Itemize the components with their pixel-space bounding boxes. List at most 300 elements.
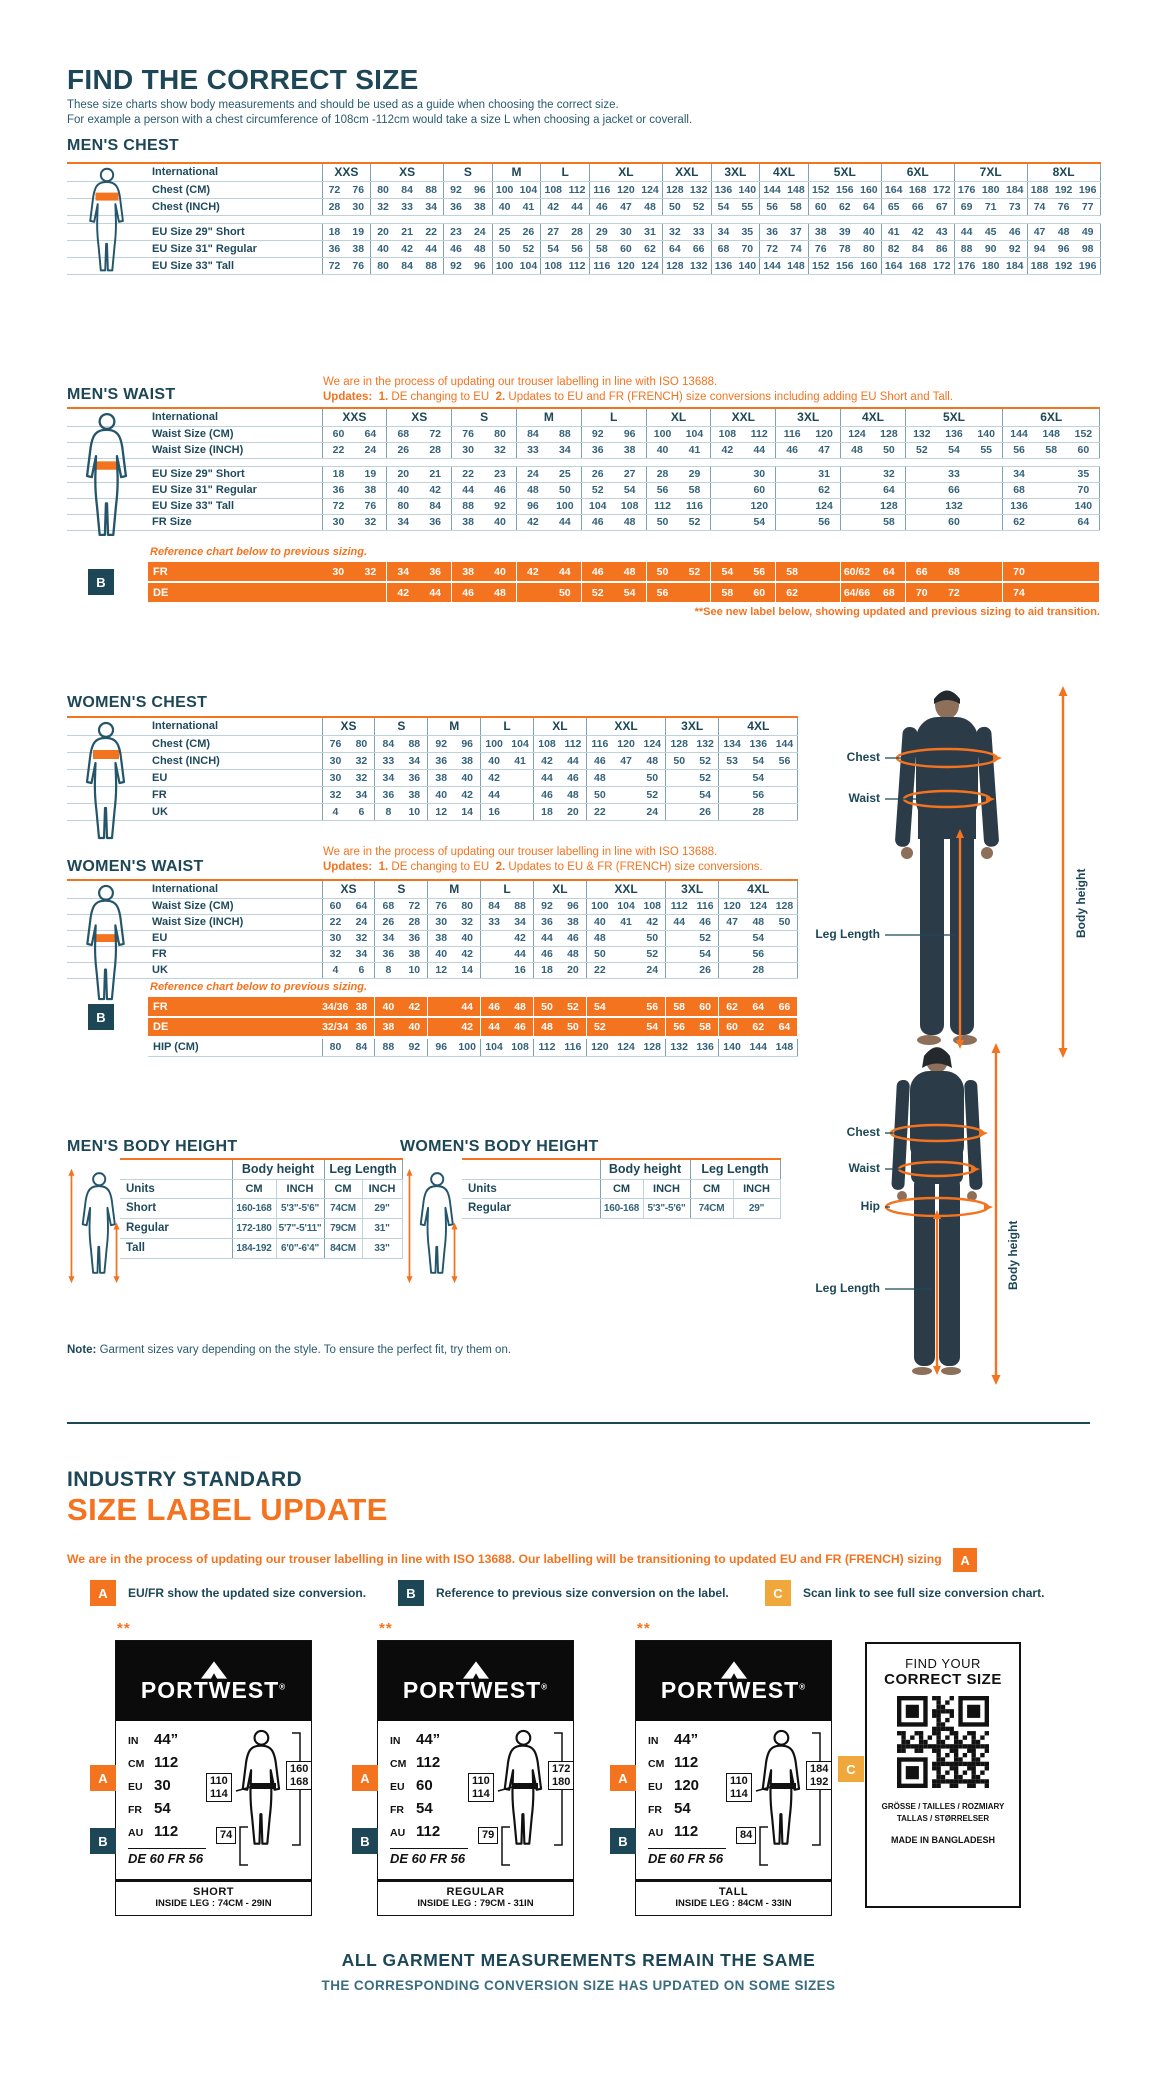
size-value-cell: 132: [692, 735, 718, 752]
size-value-cell: [772, 930, 798, 946]
size-value-cell: 4: [322, 962, 348, 978]
body-height-value: 172-180: [232, 1218, 276, 1238]
size-label-update-intro: We are in the process of updating our trouser labelling in line with ISO 13688. Our labelling will be transitioning to updated EU and FR (FRENCH) sizing A: [67, 1548, 1077, 1572]
measurement-system: AU: [128, 1827, 144, 1839]
size-value-cell: 136: [711, 181, 735, 198]
size-value-cell: 116: [589, 257, 613, 274]
size-value-cell: 40: [387, 482, 419, 498]
size-value-cell: 58: [589, 240, 613, 257]
size-group-header: 3XL: [666, 880, 719, 898]
size-value-cell: 30: [452, 442, 484, 458]
card-fit-footer: [378, 1879, 573, 1915]
size-value-cell: 108: [541, 181, 565, 198]
womens-waist-figure-icon: [75, 884, 137, 1002]
size-value-cell: 33: [395, 198, 419, 215]
size-group-header: L: [481, 880, 534, 898]
size-system-header: International: [148, 408, 322, 426]
size-value-cell: 33: [938, 466, 970, 482]
size-row: [67, 482, 1100, 498]
size-value-cell: 43: [930, 223, 954, 240]
reference-value-cell: 70: [905, 582, 937, 602]
size-value-cell: 58: [873, 514, 905, 530]
legend-text-a: EU/FR show the updated size conversion.: [128, 1586, 367, 1600]
size-value-cell: [776, 482, 808, 498]
qr-card: [865, 1642, 1021, 1908]
size-value-cell: [841, 482, 873, 498]
size-value-cell: 48: [560, 786, 586, 803]
reference-value-cell: 56: [743, 562, 775, 582]
reference-value-cell: 68: [938, 562, 970, 582]
body-height-value: 160-168: [600, 1198, 643, 1218]
leg-length-group: Leg Length: [324, 1159, 402, 1179]
reference-value-cell: 116: [560, 1037, 586, 1056]
body-height-value: 31": [362, 1218, 402, 1238]
reference-table: [148, 562, 1100, 602]
units-row: [462, 1179, 780, 1198]
size-value-cell: 88: [419, 181, 443, 198]
size-value-cell: 76: [428, 898, 454, 914]
size-value-cell: 46: [581, 514, 613, 530]
size-value-cell: 100: [492, 181, 516, 198]
size-value-cell: [613, 769, 639, 786]
size-value-cell: 136: [1003, 498, 1035, 514]
size-value-cell: 69: [954, 198, 978, 215]
size-value-cell: 54: [743, 514, 775, 530]
size-value-cell: 74: [784, 240, 808, 257]
size-value-cell: 22: [419, 223, 443, 240]
mens-body-height-figure-icon: [68, 1162, 120, 1290]
size-group-header: L: [581, 408, 646, 426]
size-value-cell: [1035, 482, 1067, 498]
unit-header: CM: [600, 1179, 643, 1198]
size-value-cell: [719, 769, 745, 786]
measurement-row: [128, 1823, 206, 1846]
size-value-cell: 128: [662, 181, 686, 198]
size-value-cell: 134: [719, 735, 745, 752]
measurement-value: 60: [416, 1777, 433, 1794]
size-value-cell: [711, 498, 743, 514]
size-value-cell: 40: [484, 514, 516, 530]
size-row: [67, 257, 1100, 274]
size-value-cell: 96: [516, 498, 548, 514]
size-row-label: EU Size 31" Regular: [148, 482, 322, 498]
card-figure: [206, 1725, 318, 1877]
reference-value-cell: 104: [481, 1037, 507, 1056]
size-value-cell: 44: [666, 914, 692, 930]
size-value-cell: 36: [375, 786, 401, 803]
reference-value-cell: 64: [873, 562, 905, 582]
unit-header: INCH: [276, 1179, 324, 1198]
size-value-cell: [613, 786, 639, 803]
size-table: [67, 162, 1101, 275]
size-value-cell: [666, 803, 692, 820]
reference-row: [148, 562, 1100, 582]
size-value-cell: 40: [481, 752, 507, 769]
reference-value-cell: 60: [743, 582, 775, 602]
size-value-cell: 20: [387, 466, 419, 482]
size-value-cell: 98: [1076, 240, 1100, 257]
size-value-cell: 112: [565, 257, 589, 274]
size-value-cell: 120: [614, 257, 638, 274]
womens-chest-figure-icon: [75, 721, 137, 841]
size-value-cell: 128: [772, 898, 798, 914]
reference-value-cell: 48: [507, 997, 533, 1017]
size-group-header: 3XL: [711, 163, 760, 181]
size-value-cell: 50: [666, 752, 692, 769]
size-value-cell: [905, 514, 937, 530]
reference-value-cell: 108: [507, 1037, 533, 1056]
portwest-diamond-icon: [721, 1661, 747, 1679]
size-value-cell: [905, 498, 937, 514]
reference-value-cell: 34: [387, 562, 419, 582]
size-group-header: XXL: [662, 163, 711, 181]
card-frame: [635, 1640, 832, 1916]
size-value-cell: [772, 946, 798, 962]
size-value-cell: 30: [346, 198, 370, 215]
body-height-row: [120, 1198, 402, 1218]
reference-value-cell: 120: [586, 1037, 612, 1056]
measurement-system: EU: [648, 1781, 663, 1793]
reference-value-cell: [1035, 582, 1067, 602]
measurement-row: [648, 1777, 726, 1800]
size-value-cell: 172: [930, 181, 954, 198]
size-group-header: XL: [534, 717, 587, 735]
size-value-cell: [1035, 514, 1067, 530]
size-value-cell: 8: [375, 803, 401, 820]
reference-value-cell: [678, 582, 710, 602]
size-value-cell: 56: [745, 946, 771, 962]
size-value-cell: 164: [881, 257, 905, 274]
size-value-cell: 50: [549, 482, 581, 498]
size-value-cell: 76: [354, 498, 386, 514]
size-system-header: International: [148, 880, 322, 898]
body-height-group: Body height: [600, 1159, 690, 1179]
size-value-cell: [711, 466, 743, 482]
reference-value-cell: [428, 1017, 454, 1037]
size-value-cell: 20: [560, 962, 586, 978]
measurement-value: 54: [416, 1800, 433, 1817]
reference-value-cell: 54: [711, 562, 743, 582]
womens-body-height-title: WOMEN'S BODY HEIGHT: [400, 1138, 599, 1155]
size-value-cell: [711, 482, 743, 498]
size-system-header: International: [148, 717, 322, 735]
size-value-cell: 26: [692, 803, 718, 820]
reference-value-cell: 44: [481, 1017, 507, 1037]
size-value-cell: 88: [419, 257, 443, 274]
size-value-cell: 29: [589, 223, 613, 240]
size-value-cell: 50: [772, 914, 798, 930]
size-value-cell: 8: [375, 962, 401, 978]
size-group-header: 8XL: [1027, 163, 1100, 181]
reference-value-cell: 50: [549, 582, 581, 602]
size-value-cell: 44: [481, 786, 507, 803]
registered-mark: ®: [541, 1681, 549, 1691]
size-value-cell: 68: [711, 240, 735, 257]
size-value-cell: 144: [772, 735, 798, 752]
size-value-cell: 64: [662, 240, 686, 257]
size-value-cell: 84: [481, 898, 507, 914]
size-row-label: Chest (CM): [148, 181, 322, 198]
size-value-cell: 48: [841, 442, 873, 458]
reference-value-cell: 46: [507, 1017, 533, 1037]
measurement-value: 112: [416, 1754, 441, 1771]
size-group-header: L: [541, 163, 590, 181]
size-value-cell: 108: [534, 735, 560, 752]
size-value-cell: 48: [586, 769, 612, 786]
woman-chest-label: Chest: [846, 1125, 880, 1139]
size-row: [67, 769, 798, 786]
size-row-label: Waist Size (INCH): [148, 914, 322, 930]
size-value-cell: 36: [534, 914, 560, 930]
size-value-cell: 72: [322, 257, 346, 274]
size-label-card: [98, 1620, 312, 1916]
size-row: [67, 426, 1100, 442]
measurement-value: 54: [674, 1800, 691, 1817]
size-value-cell: 66: [687, 240, 711, 257]
size-value-cell: 94: [1027, 240, 1051, 257]
size-value-cell: 41: [517, 198, 541, 215]
size-row: [67, 514, 1100, 530]
size-value-cell: 58: [679, 482, 711, 498]
page-subtitle-1: These size charts show body measurements and should be used as a guide when choosing the correct size.: [67, 99, 619, 111]
reference-value-cell: 40: [401, 1017, 427, 1037]
size-value-cell: 52: [905, 442, 937, 458]
size-value-cell: 23: [444, 223, 468, 240]
size-value-cell: 156: [833, 257, 857, 274]
portwest-diamond-icon: [201, 1661, 227, 1679]
woman-hip-label: Hip: [860, 1199, 880, 1213]
size-group-header: XS: [322, 717, 375, 735]
previous-size-label: DE 60 FR 56: [128, 1851, 204, 1866]
size-value-cell: 40: [492, 198, 516, 215]
size-value-cell: 36: [322, 240, 346, 257]
reference-value-cell: 50: [646, 562, 678, 582]
unit-header: CM: [324, 1179, 362, 1198]
size-value-cell: 48: [745, 914, 771, 930]
size-value-cell: 34: [348, 946, 374, 962]
size-value-cell: 92: [581, 426, 613, 442]
size-value-cell: 10: [401, 803, 427, 820]
size-value-cell: 124: [639, 735, 665, 752]
size-value-cell: 77: [1076, 198, 1100, 215]
size-value-cell: 44: [419, 240, 443, 257]
qr-code: [897, 1696, 989, 1788]
size-value-cell: 47: [613, 752, 639, 769]
size-value-cell: 30: [428, 914, 454, 930]
size-value-cell: 68: [387, 426, 419, 442]
size-row-label: EU Size 29" Short: [148, 223, 322, 240]
size-value-cell: 108: [541, 257, 565, 274]
size-value-cell: 46: [560, 769, 586, 786]
reference-value-cell: 46: [581, 562, 613, 582]
size-value-cell: 46: [1003, 223, 1027, 240]
reference-value-cell: [516, 582, 548, 602]
size-group-header: M: [428, 717, 481, 735]
size-value-cell: 96: [614, 426, 646, 442]
size-value-cell: 80: [371, 181, 395, 198]
mens-waist-table: [67, 407, 1100, 531]
measurement-system: IN: [390, 1735, 401, 1747]
size-value-cell: 124: [808, 498, 840, 514]
size-value-cell: 32: [348, 769, 374, 786]
size-value-cell: 38: [346, 240, 370, 257]
size-value-cell: 27: [614, 466, 646, 482]
reference-value-cell: 60/62: [841, 562, 873, 582]
units-label: Units: [462, 1179, 600, 1198]
card-figure: [726, 1725, 838, 1877]
size-value-cell: 104: [517, 181, 541, 198]
size-value-cell: 56: [565, 240, 589, 257]
woman-body-height-label: Body height: [1006, 1220, 1020, 1290]
size-value-cell: 112: [666, 898, 692, 914]
man-waist-label: Waist: [848, 791, 880, 805]
size-value-cell: 44: [534, 769, 560, 786]
measurement-row: [128, 1731, 206, 1754]
size-value-cell: 192: [1051, 181, 1075, 198]
reference-row: [148, 1037, 798, 1056]
size-value-cell: 22: [586, 803, 612, 820]
size-value-cell: 36: [322, 482, 354, 498]
reference-value-cell: [970, 562, 1002, 582]
womens-chest-title: WOMEN'S CHEST: [67, 694, 208, 711]
fit-name: TALL: [718, 1886, 749, 1898]
size-row: [67, 498, 1100, 514]
size-value-cell: [970, 466, 1002, 482]
size-value-cell: 128: [873, 498, 905, 514]
card-badge-a: A: [352, 1765, 378, 1791]
size-value-cell: 48: [639, 752, 665, 769]
size-value-cell: 36: [419, 514, 451, 530]
registered-mark: ®: [799, 1681, 807, 1691]
size-value-cell: 78: [833, 240, 857, 257]
size-value-cell: 12: [428, 803, 454, 820]
size-label-update-heading: SIZE LABEL UPDATE: [67, 1492, 388, 1527]
mens-waist-footnote: **See new label below, showing updated and previous sizing to aid transition.: [694, 606, 1100, 618]
reference-value-cell: 84: [348, 1037, 374, 1056]
size-value-cell: 40: [646, 442, 678, 458]
size-value-cell: 50: [646, 514, 678, 530]
size-value-cell: 47: [808, 442, 840, 458]
size-value-cell: 116: [679, 498, 711, 514]
size-value-cell: [613, 803, 639, 820]
reference-row-label: FR: [148, 997, 322, 1017]
size-group-header: 3XL: [666, 717, 719, 735]
size-group-header: XS: [371, 163, 444, 181]
size-value-cell: 60: [322, 898, 348, 914]
size-value-cell: 29: [679, 466, 711, 482]
mens-waist-reference-table: [148, 562, 1100, 602]
size-value-cell: 48: [614, 514, 646, 530]
body-height-row: [462, 1198, 780, 1218]
size-value-cell: 144: [1003, 426, 1035, 442]
size-value-cell: 41: [881, 223, 905, 240]
size-row-label: FR: [148, 946, 322, 962]
measurement-row: [390, 1777, 468, 1800]
size-group-header: S: [444, 163, 493, 181]
reference-row-label: HIP (CM): [148, 1037, 322, 1056]
size-value-cell: 44: [565, 198, 589, 215]
reference-value-cell: 52: [586, 1017, 612, 1037]
size-value-cell: 36: [581, 442, 613, 458]
brand-name: PORTWEST®: [140, 1676, 287, 1703]
size-row-label: UK: [148, 962, 322, 978]
size-value-cell: 156: [833, 181, 857, 198]
size-value-cell: 108: [614, 498, 646, 514]
size-value-cell: 112: [560, 735, 586, 752]
size-value-cell: 56: [646, 482, 678, 498]
size-group-header: 7XL: [954, 163, 1027, 181]
size-value-cell: 92: [428, 735, 454, 752]
size-row: [67, 735, 798, 752]
size-value-cell: 32: [873, 466, 905, 482]
size-value-cell: 88: [507, 898, 533, 914]
womens-waist-title: WOMEN'S WAIST: [67, 858, 204, 875]
size-value-cell: 120: [614, 181, 638, 198]
size-value-cell: 38: [808, 223, 832, 240]
reference-value-cell: 74: [1003, 582, 1035, 602]
reference-value-cell: 132: [666, 1037, 692, 1056]
size-value-cell: 30: [322, 514, 354, 530]
size-value-cell: [481, 930, 507, 946]
size-value-cell: 92: [444, 257, 468, 274]
size-value-cell: [507, 786, 533, 803]
size-group-header: 4XL: [841, 408, 906, 426]
size-value-cell: 21: [395, 223, 419, 240]
measurement-value: 44”: [154, 1731, 179, 1748]
size-value-cell: 50: [873, 442, 905, 458]
size-value-cell: 52: [517, 240, 541, 257]
reference-value-cell: 60: [719, 1017, 745, 1037]
size-value-cell: 52: [692, 752, 718, 769]
reference-value-cell: 64: [771, 1017, 797, 1037]
size-value-cell: 100: [586, 898, 612, 914]
size-group-header: 4XL: [760, 163, 809, 181]
size-value-cell: 148: [1035, 426, 1067, 442]
size-row: [67, 786, 798, 803]
mens-body-height-table: [120, 1158, 402, 1259]
reference-row: [148, 582, 1100, 602]
size-value-cell: 67: [930, 198, 954, 215]
reference-value-cell: 60: [692, 997, 718, 1017]
size-value-cell: [776, 498, 808, 514]
size-value-cell: 36: [401, 930, 427, 946]
size-value-cell: 140: [735, 257, 759, 274]
size-value-cell: 132: [687, 181, 711, 198]
reference-value-cell: 42: [387, 582, 419, 602]
mens-waist-figure-icon: [75, 412, 139, 538]
size-value-cell: 33: [516, 442, 548, 458]
reference-value-cell: 32: [354, 562, 386, 582]
size-value-cell: 46: [776, 442, 808, 458]
size-value-cell: 52: [687, 198, 711, 215]
size-value-cell: [776, 466, 808, 482]
size-header-row: [67, 880, 798, 898]
measurement-system: AU: [390, 1827, 406, 1839]
size-value-cell: 47: [614, 198, 638, 215]
size-label-card: [618, 1620, 832, 1916]
card-measurements: [378, 1721, 573, 1879]
size-value-cell: 22: [586, 962, 612, 978]
size-value-cell: 120: [613, 735, 639, 752]
size-value-cell: 24: [639, 803, 665, 820]
card-fit-footer: [116, 1879, 311, 1915]
size-value-cell: 136: [745, 735, 771, 752]
inside-leg: INSIDE LEG : 74CM - 29IN: [155, 1898, 272, 1909]
size-value-cell: 28: [401, 914, 427, 930]
size-value-cell: 76: [452, 426, 484, 442]
portwest-diamond-icon: [463, 1661, 489, 1679]
size-value-cell: 164: [881, 181, 905, 198]
